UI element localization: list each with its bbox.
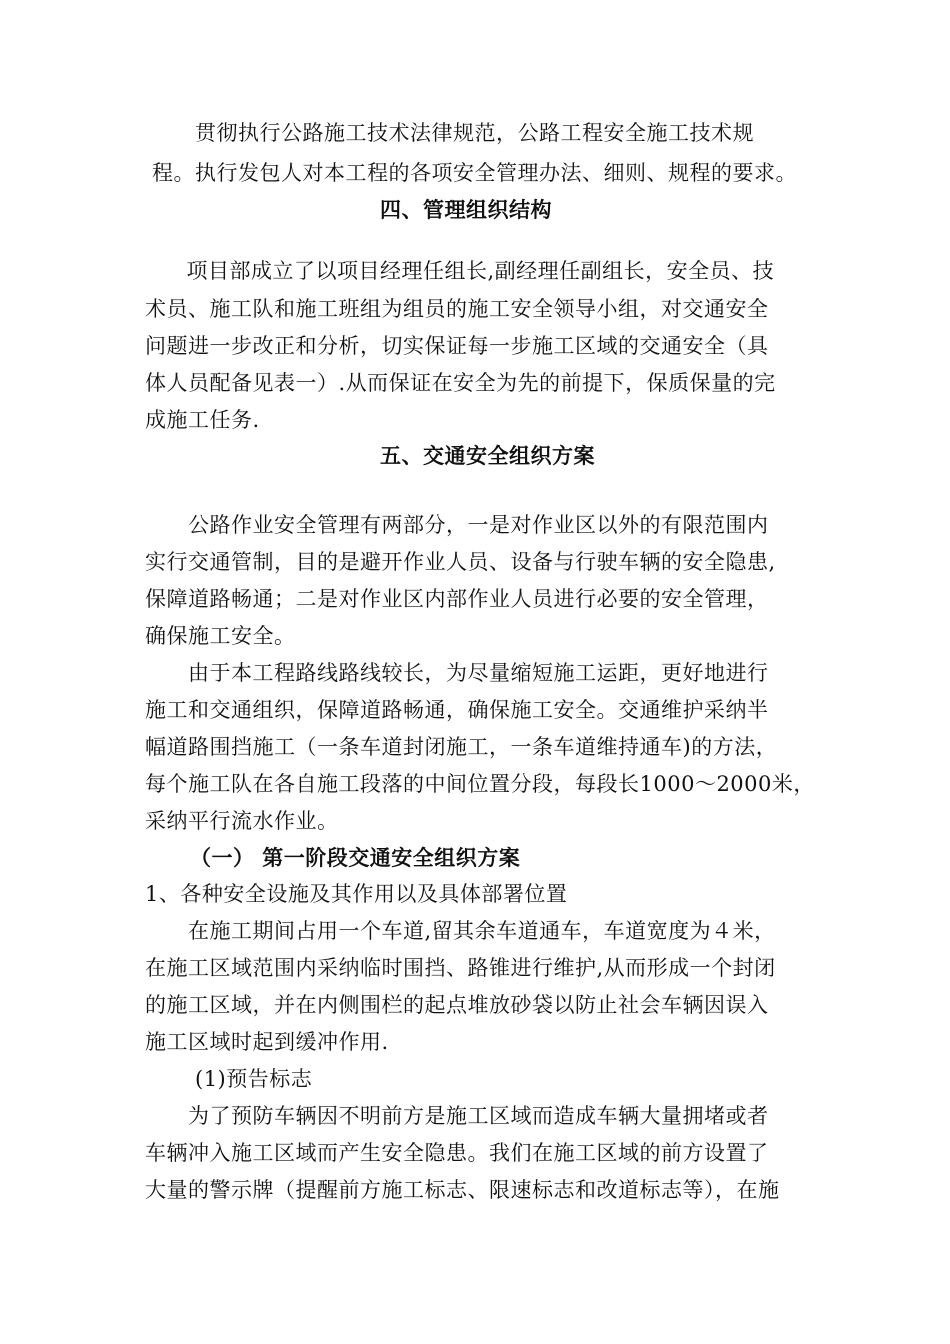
intro-line-2: 程。执行发包人对本工程的各项安全管理办法、细则、规程的要求。 — [152, 161, 797, 185]
section-5-para1-line-1: 公路作业安全管理有两部分，一是对作业区以外的有限范围内 — [145, 513, 769, 537]
section-5-para3-line-4: 施工区域时起到缓冲作用. — [145, 1030, 389, 1054]
subsection-1-heading: （一） 第一阶段交通安全组织方案 — [190, 846, 521, 870]
section-5-para3-line-1: 在施工期间占用一个车道,留其余车道通车，车道宽度为４米， — [145, 919, 776, 943]
section-5-para4-line-1: 为了预防车辆因不明前方是施工区域而造成车辆大量拥堵或者 — [145, 1104, 769, 1128]
section-5-para4-line-2: 车辆冲入施工区域而产生安全隐患。我们在施工区域的前方设置了 — [145, 1141, 769, 1165]
section-5-para1-line-2: 实行交通管制，目的是避开作业人员、设备与行驶车辆的安全隐患, — [145, 550, 776, 574]
section-5-para1-line-4: 确保施工安全。 — [145, 624, 296, 648]
section-4-line-3: 问题进一步改正和分析，切实保证每一步施工区域的交通安全（具 — [145, 334, 769, 358]
section-5-para4-line-3: 大量的警示牌（提醒前方施工标志、限速标志和改道标志等），在施 — [145, 1178, 780, 1202]
section-4-line-2: 术员、施工队和施工班组为组员的施工安全领导小组，对交通安全 — [145, 297, 769, 321]
section-4-line-5: 成施工任务. — [145, 408, 260, 432]
section-5-para2-line-4: 每个施工队在各自施工段落的中间位置分段，每段长1000～2000米， — [145, 772, 815, 796]
section-5-para2-line-5: 采纳平行流水作业。 — [145, 809, 339, 833]
section-5-para3-line-2: 在施工区域范围内采纳临时围挡、路锥进行维护,从而形成一个封闭 — [145, 956, 776, 980]
section-4-line-4: 体人员配备见表一）.从而保证在安全为先的前提下，保质保量的完 — [145, 371, 776, 395]
section-5-para1-line-3: 保障道路畅通；二是对作业区内部作业人员进行必要的安全管理， — [145, 587, 769, 611]
intro-line-1: 贯彻执行公路施工技术法律规范，公路工程安全施工技术规 — [152, 121, 754, 145]
section-5-heading: 五、交通安全组织方案 — [380, 444, 595, 468]
section-4-line-1: 项目部成立了以项目经理任组长,副经理任副组长，安全员、技 — [165, 259, 775, 283]
item-1-title: 1、各种安全设施及其作用以及具体部署位置 — [145, 882, 568, 906]
section-5-para2-line-3: 幅道路围挡施工（一条车道封闭施工，一条车道维持通车)的方法， — [145, 735, 778, 759]
section-5-para3-line-3: 的施工区域，并在内侧围栏的起点堆放砂袋以防止社会车辆因误入 — [145, 993, 769, 1017]
section-4-heading: 四、管理组织结构 — [380, 198, 552, 222]
section-5-para2-line-2: 施工和交通组织，保障道路畅通，确保施工安全。交通维护采纳半 — [145, 698, 769, 722]
section-5-para2-line-1: 由于本工程路线路线较长，为尽量缩短施工运距，更好地进行 — [145, 661, 769, 685]
item-1-1-label: (1)预告标志 — [195, 1067, 313, 1091]
